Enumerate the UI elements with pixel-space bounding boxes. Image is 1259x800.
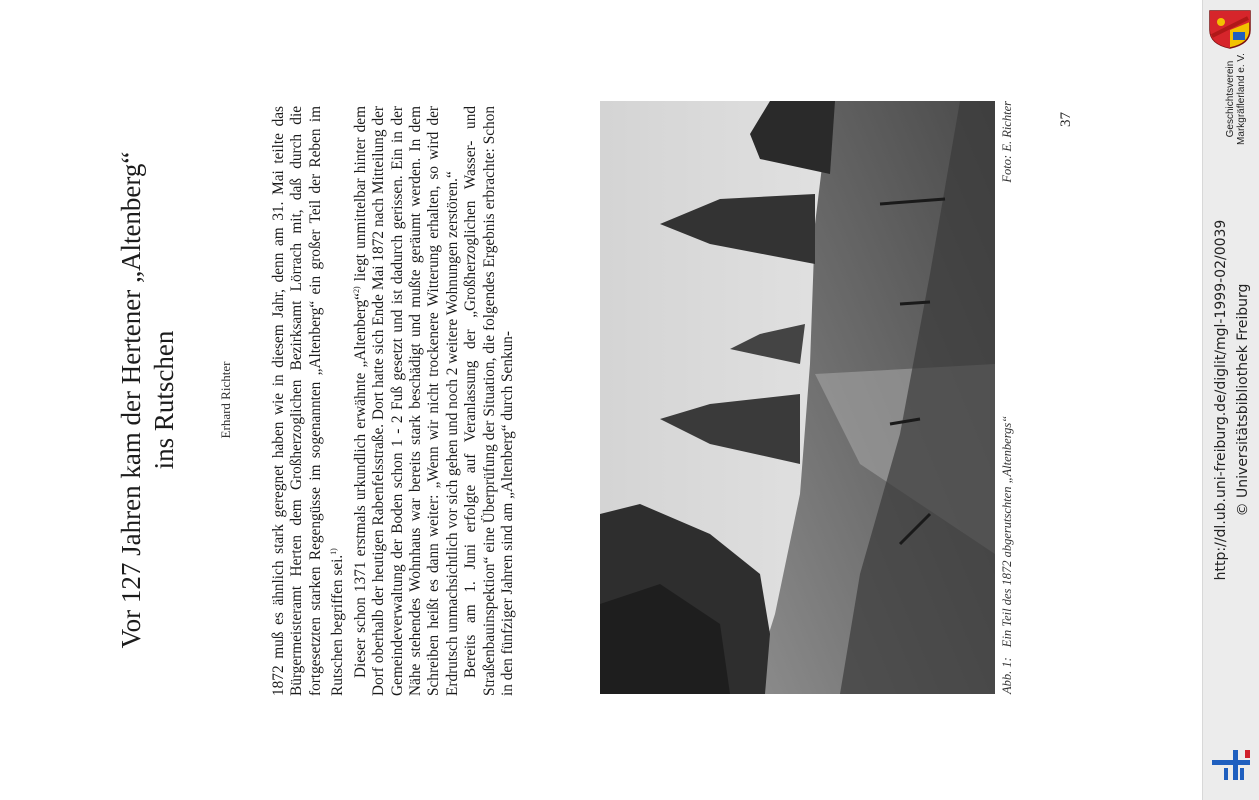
paragraph-2a-text: Dieser schon 1371 erstmals urkundlich erwähnte „Altenberg“ (351, 293, 369, 678)
footnote-ref-1: 1) (329, 548, 339, 555)
caption-label: Abb. 1: (1000, 657, 1014, 694)
author-name: Erhard Richter (218, 361, 233, 439)
photo-credit: Foto: E. Richter (1000, 101, 1014, 183)
paragraph-3: Bereits am 1. Juni erfolgte auf Veranlassung der „Großherzoglichen Wasser- und Straßenbauinspektion“ eine Überprüfung der Situation, die folgendes Ergebnis erbrachte: Schon in den fünfziger Jahren sind am „Altenberg“ durch Senkun- (462, 106, 517, 696)
title-line-1: Vor 127 Jahren kam der Hertener „Altenberg“ (116, 151, 146, 649)
landslide-photo (600, 101, 995, 694)
photo-illustration (600, 101, 995, 694)
organization-line-1: Geschichtsverein (1225, 60, 1236, 138)
coat-of-arms-icon (1207, 8, 1253, 50)
sidebar (1202, 0, 1259, 800)
organization-line-2: Markgräflerland e. V. (1236, 53, 1247, 145)
document-url-link[interactable]: http://dl.ub.uni-freiburg.de/diglit/mgl-1999-02/0039 (1213, 219, 1229, 581)
caption-text: Ein Teil des 1872 abgerutschten „Altenbergs“ (1000, 415, 1014, 648)
sidebar-rotated-text (1203, 0, 1259, 800)
ub-freiburg-logo-icon (1209, 748, 1253, 782)
library-credit: © Universitätsbibliothek Freiburg (1235, 283, 1251, 517)
photo-caption (1000, 101, 1015, 694)
article-title (115, 0, 181, 800)
article-body (270, 106, 517, 696)
page-number: 37 (1058, 112, 1074, 127)
paragraph-1 (270, 106, 348, 696)
title-line-2: ins Rutschen (149, 330, 179, 470)
paragraph-1-text: 1872 muß es ähnlich stark geregnet haben wie in diesem Jahr, denn am 31. Mai teilte das Bürgermeisteramt Herten dem Großherzoglichen Bezirksamt Lörrach mit, daß durch die fortgesetzten starken Regengüsse im sogenannten „Altenberg“ ein großer Teil der Reben im Rutschen begriffen sei. (270, 106, 347, 696)
footnote-ref-2: 2) (351, 286, 361, 294)
paragraph-2b-text: liegt unmittelbar hinter dem Dorf oberhalb der heutigen Rabenfelsstraße. Dort hatte sich Ende Mai 1872 nach Mitteilung der Gemeindeverwaltung der Boden schon 1 - 2 Fuß gesetzt und ist dadurch gerissen. Ein in der Nähe stehendes Wohnhaus war bereits stark beschädigt und mußte geräumt werden. In dem Schreiben heißt es dann weiter: „Wenn wir nicht trockenere Witterung erhalten, so wird der Erdrutsch unmachsichtlich vor sich gehen und noch 2 weitere Wohnungen zerstören.“ (351, 106, 461, 696)
paragraph-2 (348, 106, 463, 696)
organization-name (1225, 44, 1247, 154)
